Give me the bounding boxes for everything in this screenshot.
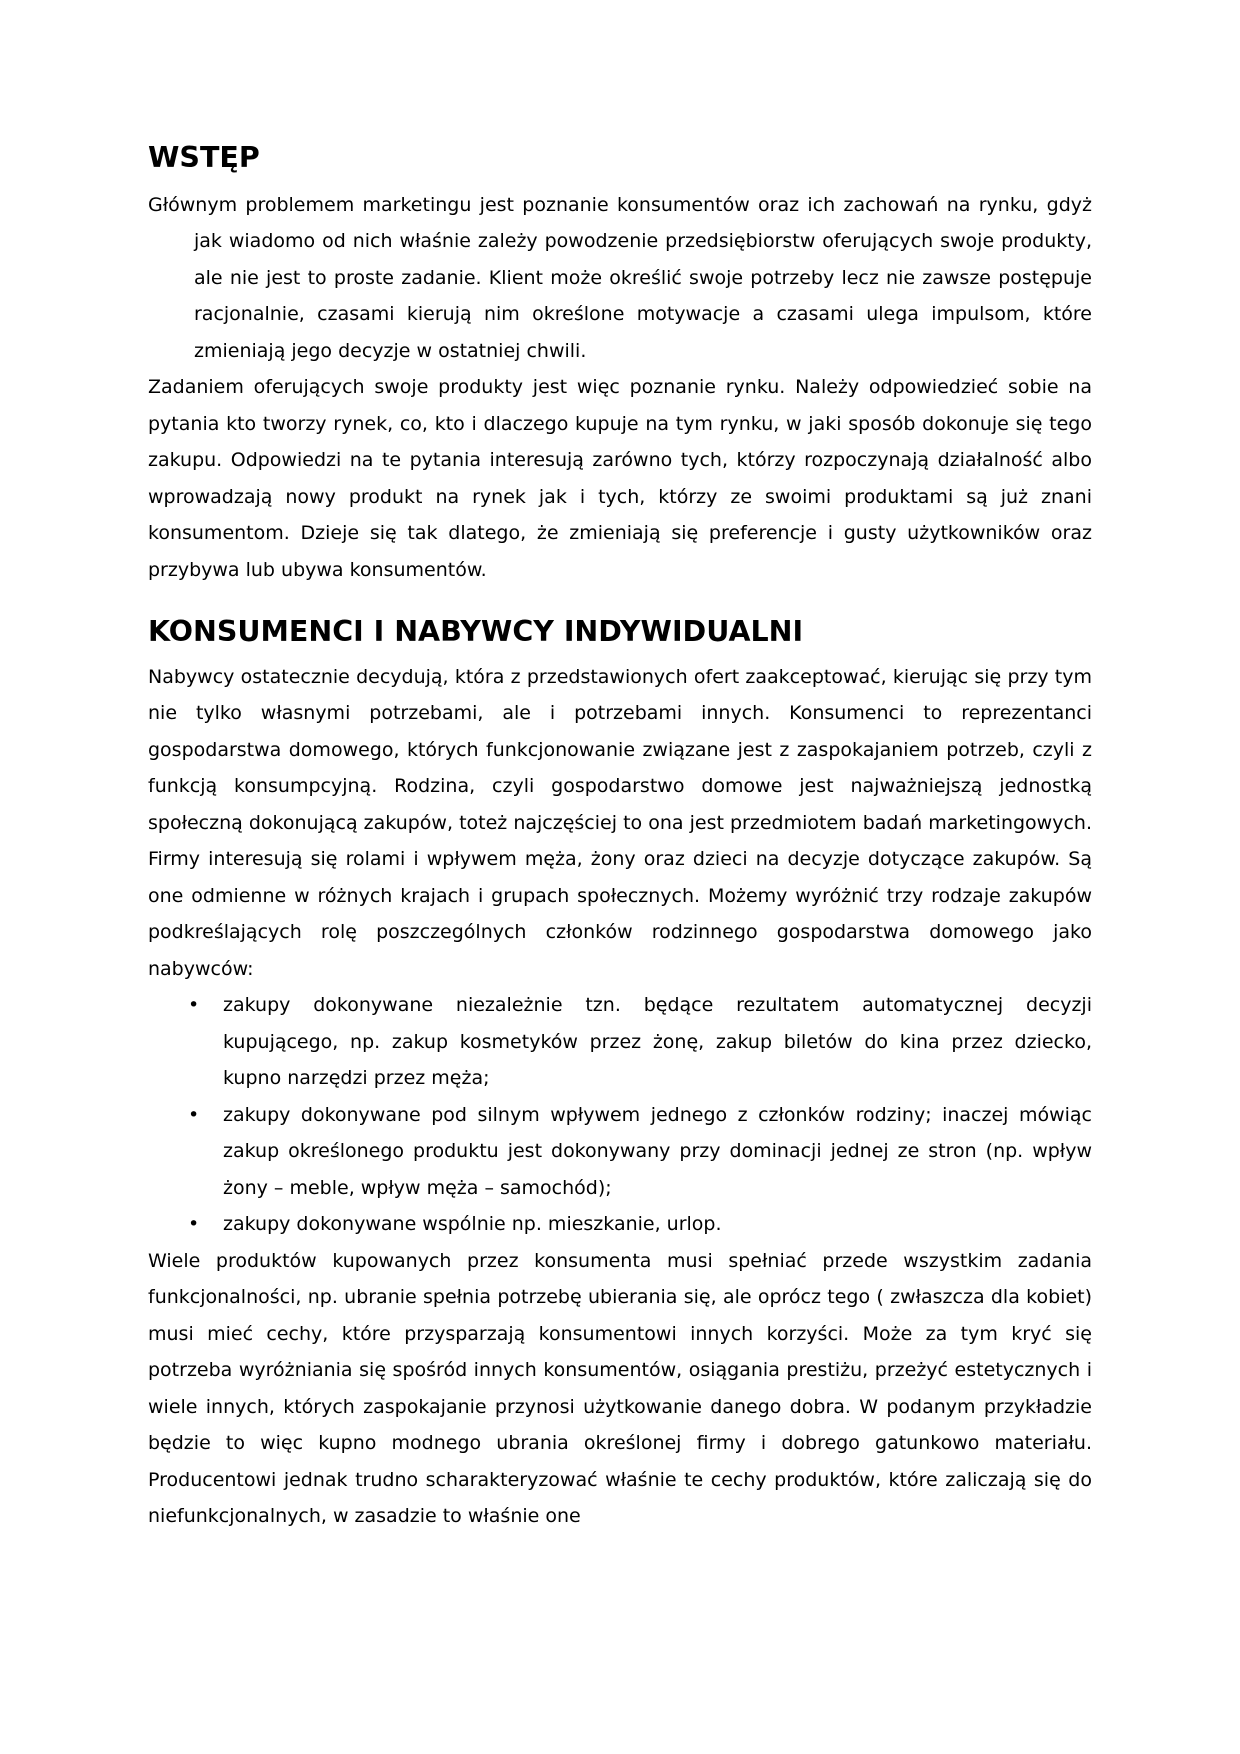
intro-paragraph-2: Zadaniem oferujących swoje produkty jest więc poznanie rynku. Należy odpowiedzieć sobie na pytania kto tworzy rynek, co, kto i dlaczego kupuje na tym rynku, w jaki sposób dokonuje się tego zakupu. Odpowiedzi na te pytania interesują zarówno tych, którzy rozpoczynają działalność albo wprowadzają nowy produkt na rynek jak i tych, którzy ze swoimi produktami są już znani konsumentom. Dzieje się tak dlatego, że zmieniają się preferencje i gusty użytkowników oraz przybywa lub ubywa konsumentów. — [148, 376, 1092, 581]
list-item-text: zakupy dokonywane niezależnie tzn. będące rezultatem automatycznej decyzji kupującego, np. zakup kosmetyków przez żonę, zakup biletów do kina przez dziecko, kupno narzędzi przez męża; — [223, 994, 1092, 1089]
konsumenci-closing-paragraph: Wiele produktów kupowanych przez konsumenta musi spełniać przede wszystkim zadania funkcjonalności, np. ubranie spełnia potrzebę ubierania się, ale oprócz tego ( zwłaszcza dla kobiet) musi mieć cechy, które przysparzają konsumentowi innych korzyści. Może za tym kryć się potrzeba wyróżniania się spośród innych konsumentów, osiągania prestiżu, przeżyć estetycznych i wiele innych, których zaspokajanie przynosi użytkowanie danego dobra. W podanym przykładzie będzie to więc kupno modnego ubrania określonej firmy i dobrego gatunkowo materiału. Producentowi jednak trudno scharakteryzować właśnie te cechy produktów, które zaliczają się do niefunkcjonalnych, w zasadzie to właśnie one — [148, 1249, 1092, 1527]
bullet-icon: • — [188, 1213, 200, 1235]
konsumenci-paragraph-1: Nabywcy ostatecznie decydują, która z przedstawionych ofert zaakceptować, kierując się przy tym nie tylko własnymi potrzebami, ale i potrzebami innych. Konsumenci to reprezentanci gospodarstwa domowego, których funkcjonowanie związane jest z zaspokajaniem potrzeb, czyli z funkcją konsumpcyjną. Rodzina, czyli gospodarstwo domowe jest najważniejszą jednostką społeczną dokonującą zakupów, toteż najczęściej to ona jest przedmiotem badań marketingowych. Firmy interesują się rolami i wpływem męża, żony oraz dzieci na decyzje dotyczące zakupów. Są one odmienne w różnych krajach i grupach społecznych. Możemy wyróżnić trzy rodzaje zakupów podkreślających rolę poszczególnych członków rodzinnego gospodarstwa domowego jako nabywców: — [148, 665, 1092, 980]
bullet-icon: • — [188, 994, 200, 1016]
list-item — [148, 1206, 1092, 1243]
list-item — [148, 1097, 1092, 1207]
section-heading-konsumenci: KONSUMENCI I NABYWCY INDYWIDUALNI — [148, 615, 804, 648]
document-page — [148, 140, 1092, 1535]
list-item — [148, 987, 1092, 1097]
bullet-icon: • — [188, 1103, 200, 1126]
list-item-text: zakupy dokonywane pod silnym wpływem jednego z członków rodziny; inaczej mówiąc zakup określonego produktu jest dokonywany przy dominacji jednej ze stron (np. wpływ żony – meble, wpływ męża – samochód); — [223, 1103, 1092, 1199]
list-item-text: zakupy dokonywane wspólnie np. mieszkanie, urlop. — [223, 1213, 722, 1235]
purchase-types-list — [148, 987, 1092, 1243]
intro-paragraph-1: Głównym problemem marketingu jest poznanie konsumentów oraz ich zachowań na rynku, gdyż jak wiadomo od nich właśnie zależy powodzenie przedsiębiorstw oferujących swoje produkty, ale nie jest to proste zadanie. Klient może określić swoje potrzeby lecz nie zawsze postępuje racjonalnie, czasami kierują nim określone motywacje a czasami ulega impulsom, które zmieniają jego decyzje w ostatniej chwili. — [148, 193, 1092, 362]
section-heading-wstep: WSTĘP — [148, 141, 260, 174]
